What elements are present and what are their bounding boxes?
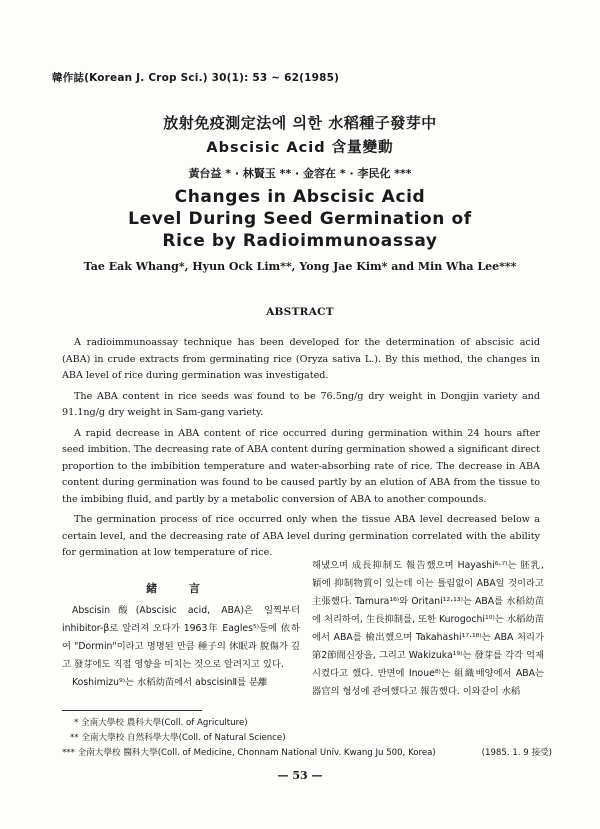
intro-right-column bbox=[312, 557, 544, 701]
footnote-agriculture: * 全南大學校 農科大學(Coll. of Agriculture) bbox=[74, 718, 248, 728]
journal-citation: 韓作誌(Korean J. Crop Sci.) 30(1): 53 ~ 62(1985) bbox=[52, 72, 340, 84]
intro-paragraph: Abscisin酸(Abscisic acid, ABA)은 일찍부터 inhibitor-β로 알려져 오다가 1963年 Eagles⁵⁾등에 依하여 "Dormin"이라고 명명된 만큼 種子의 休眠과 脫傷가 깊고 發芽에도 직접 영향을 미치는 것으로 알려지고 있다. bbox=[62, 605, 300, 670]
abstract-paragraph: The ABA content in rice seeds was found to be 76.5ng/g dry weight in Dongjin variety and 91.1ng/g dry weight in Sam-gang variety. bbox=[62, 390, 540, 418]
footnote-medicine: *** 全南大學校 醫科大學(Coll. of Medicine, Chonnam National Univ. Kwang Ju 500, Korea) bbox=[62, 748, 436, 758]
english-title-line-2: Level During Seed Germination of bbox=[128, 209, 472, 229]
english-authors: Tae Eak Whang*, Hyun Ock Lim**, Yong Jae Kim* and Min Wha Lee*** bbox=[83, 260, 517, 273]
footnote-natural-science: ** 全南大學校 自然科學大學(Coll. of Natural Science) bbox=[70, 733, 286, 743]
received-date: (1985. 1. 9 接受) bbox=[481, 748, 552, 758]
abstract-paragraph: A radioimmunoassay technique has been developed for the determination of abscisic acid (ABA) in crude extracts from germinating rice (Oryza sativa L.). By this method, the changes in ABA level of rice during germination was investigated. bbox=[62, 337, 540, 381]
abstract-heading: ABSTRACT bbox=[266, 306, 334, 318]
korean-title-line-2: Abscisic Acid 含量變動 bbox=[206, 140, 394, 156]
intro-paragraph: 해냈으며 成長抑制도 報告했으며 Hayashi⁶·⁷⁾는 胚乳, 穎에 抑制物質이 있는데 이는 틀림없이 ABA일 것이라고 主張했다. Tamura¹⁶⁾와 Oritani¹²·¹³⁾는 ABA를 水稻幼苗에 처리하여, 生長抑制를, 또한 Kurogochi¹⁰⁾는 水稻幼苗에서 ABA를 檢出했으며 Takahashi¹⁷·¹⁸⁾는 ABA 처리가 第2節間신장을, 그리고 Wakizuka¹⁹⁾는 發芽를 각각 억제시켰다고 했다. 반면에 Inoue⁸⁾는 組織배양에서 ABA는 器官의 형성에 관여했다고 報告했다. 이와같이 水稻 bbox=[312, 560, 544, 697]
footnote-medicine-row bbox=[62, 746, 552, 761]
english-title-line-1: Changes in Abscisic Acid bbox=[174, 187, 426, 207]
english-title-line-3: Rice by Radioimmunoassay bbox=[162, 231, 438, 251]
abstract-body bbox=[62, 335, 540, 566]
footnotes bbox=[62, 716, 552, 761]
intro-paragraph: Koshimizu⁹⁾는 水稻幼苗에서 abscisinⅡ를 분離 bbox=[72, 677, 268, 688]
introduction-heading: 緒 言 bbox=[146, 582, 214, 595]
page-number: — 53 — bbox=[277, 769, 323, 782]
korean-authors: 黃台益 * · 林賢玉 ** · 金容在 * · 李民化 *** bbox=[188, 167, 412, 180]
footnote-divider bbox=[62, 710, 202, 711]
abstract-paragraph: A rapid decrease in ABA content of rice occurred during germination within 24 hours after seed imbition. The decreasing rate of ABA content during germination showed a significant direct proportion to the imbibition temperature and water-absorbing rate of rice. The decrease in ABA content during germination was found to be caused partly by an elution of ABA from the tissue to the imbibing fluid, and partly by a metabolic conversion of ABA to another compounds. bbox=[62, 427, 540, 505]
korean-title-line-1: 放射免疫測定法에 의한 水稻種子發芽中 bbox=[163, 114, 437, 132]
abstract-paragraph: The germination process of rice occurred only when the tissue ABA level decreased below a certain level, and the decreasing rate of ABA level during germination correlated with the ability for germination at low temperature of rice. bbox=[62, 514, 540, 558]
intro-left-column bbox=[62, 602, 300, 692]
